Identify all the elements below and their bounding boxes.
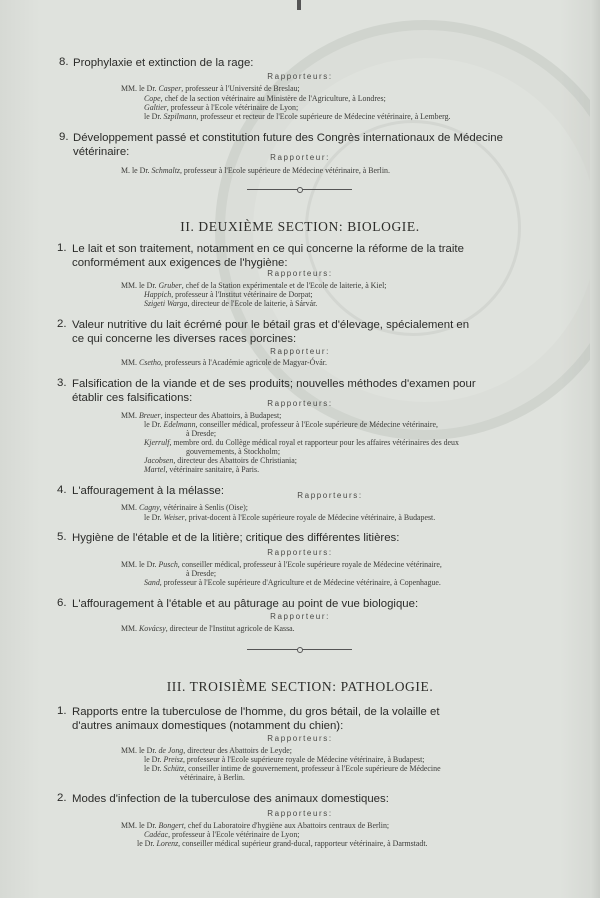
rapporteur-line: le Dr. Edelmann, conseiller médical, professeur à l'Ecole supérieure de Médecine vétérinaire,: [144, 420, 438, 429]
rapporteur-line: le Dr. Weiser, privat-docent à l'Ecole supérieure royale de Médecine vétérinaire, à Budapest.: [144, 513, 436, 522]
rapporteurs-label: Rapporteurs:: [267, 734, 333, 743]
top-mark: [297, 0, 301, 10]
rapporteur-line: le Dr. Lorenz, conseiller médical supérieur grand-ducal, rapporteur vétérinaire, à Darmstadt.: [137, 839, 428, 848]
rapporteurs-label: Rapporteurs:: [267, 399, 333, 408]
item-heading: Modes d'infection de la tuberculose des animaux domestiques:: [72, 793, 389, 805]
rapporteurs-label: Rapporteurs:: [267, 548, 333, 557]
rapporteur-line: MM. le Dr. Casper, professeur à l'Université de Breslau;: [121, 84, 300, 93]
rapporteur-line: Szigeti Warga, directeur de l'Ecole de laiterie, à Sárvár.: [144, 299, 318, 308]
rapporteur-label: Rapporteur:: [270, 153, 330, 162]
item-number: 6.: [57, 597, 67, 609]
item-heading: L'affouragement à la mélasse:: [72, 485, 225, 497]
item-heading: Développement passé et constitution future des Congrès internationaux de Médecine vétérinaire:: [73, 132, 503, 158]
page-edge: [590, 0, 600, 898]
rapporteur-label: Rapporteur:: [270, 347, 330, 356]
rapporteur-line: Sand, professeur à l'Ecole supérieure d'Agriculture et de Médecine vétérinaire, à Copenhague.: [144, 578, 441, 587]
item-heading: Valeur nutritive du lait écrémé pour le bétail gras et d'élevage, spécialement en ce qui concerne les diverses races porcines:: [72, 319, 470, 345]
ornament-divider: [247, 646, 352, 653]
item-number: 3.: [57, 377, 67, 389]
rapporteur-line: MM. Breuer, inspecteur des Abattoirs, à Budapest;: [121, 411, 282, 420]
rapporteur-line: Cope, chef de la section vétérinaire au Ministère de l'Agriculture, à Londres;: [144, 94, 386, 103]
rapporteur-label: Rapporteur:: [270, 612, 330, 621]
item-heading: Le lait et son traitement, notamment en ce qui concerne la réforme de la traite conformément aux exigences de l'hygiène:: [72, 243, 464, 269]
ornament-divider: [247, 186, 352, 193]
rapporteur-line: Jacobsen, directeur des Abattoirs de Christiania;: [144, 456, 297, 465]
rapporteur-line: MM. le Dr. Bongert, chef du Laboratoire d'hygiène aux Abattoirs centraux de Berlin;: [121, 821, 390, 830]
rapporteur-line: le Dr. Preisz, professeur à l'Ecole supérieure royale de Médecine vétérinaire, à Budapest;: [144, 755, 425, 764]
rapporteurs-label: Rapporteurs:: [297, 491, 363, 500]
rapporteur-line: MM. Cagny, vétérinaire à Senlis (Oise);: [121, 503, 248, 512]
rapporteur-line: Cadéac, professeur à l'Ecole vétérinaire de Lyon;: [144, 830, 300, 839]
item-number: 1.: [57, 705, 67, 717]
section-title-biologie: II. DEUXIÈME SECTION: BIOLOGIE.: [180, 219, 420, 234]
rapporteur-line: gouvernements, à Stockholm;: [186, 447, 281, 456]
item-heading: Rapports entre la tuberculose de l'homme, du gros bétail, de la volaille et d'autres animaux domestiques (notamment du chien):: [72, 706, 440, 732]
item-heading: Prophylaxie et extinction de la rage:: [73, 57, 254, 69]
item-heading: Hygiène de l'étable et de la litière; critique des différentes litières:: [72, 532, 400, 544]
rapporteur-line: M. le Dr. Schmaltz, professeur à l'Ecole supérieure de Médecine vétérinaire, à Berlin.: [121, 166, 390, 175]
rapporteur-line: Kjerrulf, membre ord. du Collège médical royal et rapporteur pour les affaires vétérinaires des deux: [144, 438, 459, 447]
rapporteur-line: MM. le Dr. de Jong, directeur des Abattoirs de Leyde;: [121, 746, 292, 755]
rapporteurs-label: Rapporteurs:: [267, 269, 333, 278]
rapporteur-line: le Dr. Schütz, conseiller intime de gouvernement, professeur à l'Ecole supérieure de Médecine: [144, 764, 441, 773]
rapporteur-line: MM. le Dr. Pusch, conseiller médical, professeur à l'Ecole supérieure royale de Médecine vétérinaire,: [121, 560, 442, 569]
item-number: 1.: [57, 242, 67, 254]
item-heading: L'affouragement à l'étable et au pâturage au point de vue biologique:: [72, 598, 419, 610]
rapporteur-line: Galtier, professeur à l'Ecole vétérinaire de Lyon;: [144, 103, 299, 112]
rapporteur-line: MM. le Dr. Gruber, chef de la Station expérimentale et de l'Ecole de laiterie, à Kiel;: [121, 281, 387, 290]
rapporteur-line: Martel, vétérinaire sanitaire, à Paris.: [144, 465, 260, 474]
item-number: 2.: [57, 318, 67, 330]
rapporteur-line: à Dresde;: [186, 429, 217, 438]
item-heading: Falsification de la viande et de ses produits; nouvelles méthodes d'examen pour établir ces falsifications:: [72, 378, 476, 404]
rapporteur-line: à Dresde;: [186, 569, 217, 578]
item-number: 2.: [57, 792, 67, 804]
section-title-pathologie: III. TROISIÈME SECTION: PATHOLOGIE.: [166, 679, 434, 694]
rapporteur-line: MM. Kovácsy, directeur de l'Institut agricole de Kassa.: [121, 624, 295, 633]
rapporteur-line: le Dr. Szpilmann, professeur et recteur de l'Ecole supérieure de Médecine vétérinaire, à Lemberg.: [144, 112, 451, 121]
rapporteurs-label: Rapporteurs:: [267, 809, 333, 818]
rapporteur-line: MM. Csetho, professeurs à l'Académie agricole de Magyar-Óvár.: [121, 358, 327, 367]
rapporteurs-label: Rapporteurs:: [267, 72, 333, 81]
rapporteur-line: vétérinaire, à Berlin.: [180, 773, 245, 782]
rapporteur-line: Happich, professeur à l'Institut vétérinaire de Dorpat;: [144, 290, 313, 299]
item-number: 8.: [59, 56, 69, 68]
item-number: 9.: [59, 131, 69, 143]
item-number: 4.: [57, 484, 67, 496]
item-number: 5.: [57, 531, 67, 543]
